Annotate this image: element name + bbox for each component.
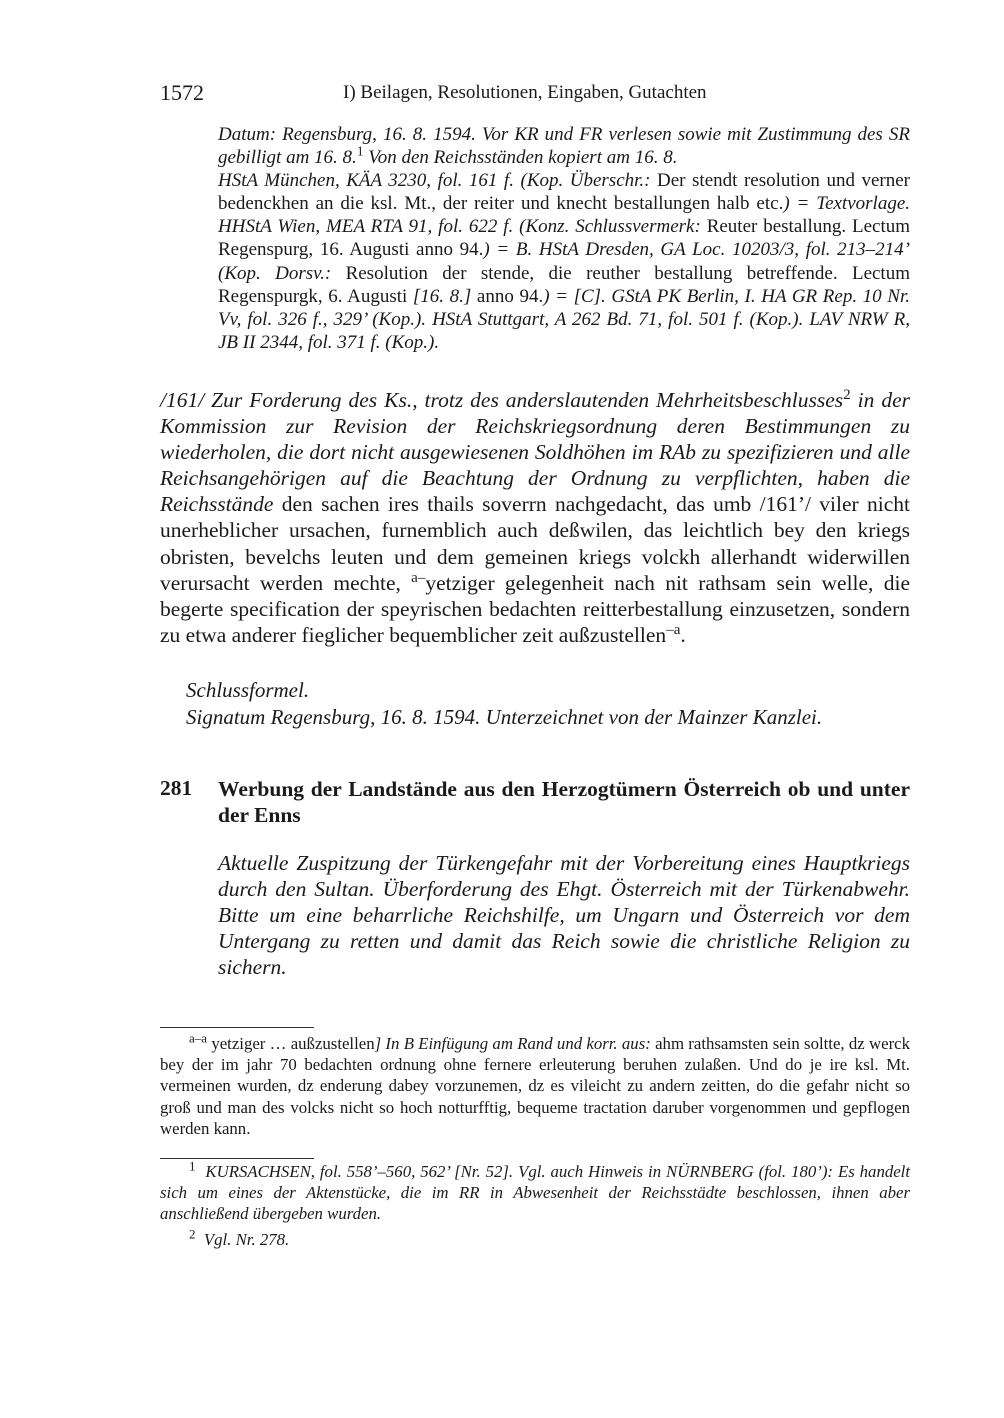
page-number: 1572 (160, 80, 204, 105)
footnote-divider-2 (160, 1158, 314, 1159)
document-title: Werbung der Landstände aus den Herzogtümern Österreich ob und unter der Enns (218, 777, 910, 827)
footnote-ref-2[interactable]: 2 (843, 386, 851, 403)
closing-block (186, 677, 906, 731)
footnote-a-marker: a–a (189, 1030, 208, 1046)
variant-marker-close[interactable]: –a (666, 621, 681, 638)
footnote-1-marker: 1 (189, 1158, 196, 1174)
document-number: 281 (160, 776, 193, 800)
source-apparatus (218, 123, 910, 354)
variant-marker-open[interactable]: a– (411, 569, 426, 586)
footnote-2-marker: 2 (189, 1226, 196, 1242)
signature-line: Signatum Regensburg, 16. 8. 1594. Unterzeichnet von der Mainzer Kanzlei. (186, 705, 823, 729)
footnote-a: $^{a-a}$ yetziger … außzustellen] In B Einfügung am Rand und korr. aus: ahm rathsamsten sein soltte, dz werck bey der im jahr 70 bedachten ordnung ohne fernere erleuterung beruhen zulaßen. Und do je ire ksl. Mt. vermeinen wurden, dz enderung dabey vorzunemen, dz es vileicht zu andern zeitten, do die gefahr nicht so groß und man des volcks nicht so hoch notturfftig, bequeme tractation daruber vorgenommen und gepflogen werden kann. (160, 1030, 910, 1138)
archive-sources: HStA München, KÄA 3230, fol. 161 f. (Kop. Überschr.: Der stendt resolution und verner bedenckhen an die ksl. Mt., der reiter und knecht bestallungen halb etc.) = Textvorlage. HHStA Wien, MEA RTA 91, fol. 622 f. (Konz. Schlussvermerk: Reuter bestallung. Lectum Regenspurg, 16. Augusti anno 94.) = B. HStA Dresden, GA Loc. 10203/3, fol. 213–214’ (Kop. Dorsv.: Resolution der stende, die reuther bestallung betreffende. Lectum Regenspurgk, 6. Augusti [16. 8.] anno 94.) = [C]. GStA PK Berlin, I. HA GR Rep. 10 Nr. Vv, fol. 326 f., 329’ (Kop.). HStA Stuttgart, A 262 Bd. 71, fol. 501 f. (Kop.). LAV NRW R, JB II 2344, fol. 371 f. (Kop.). (218, 170, 911, 353)
main-paragraph: /161/ Zur Forderung des Ks., trotz des anderslautenden Mehrheitsbeschlusses$^2$ in der Kommission zur Revision der Reichskriegsordnung deren Bestimmungen zu wiederholen, die dort nicht ausgewiesenen Soldhöhen im RAb zu spezifizieren und alle Reichsangehörigen auf die Beachtung der Ordnung zu verpflichten, haben die Reichsstände den sachen ires thails soverrn nachgedacht, das umb /161’/ viler nicht unerheblicher ursachen, furnemblich auch deßwilen, das leichtlich bey den kriegs obristen, bevelchs leuten und dem gemeinen kriegs volckh allerhandt widerwillen verursacht werden mechte, $^{a-}$yetziger gelegenheit nach nit rathsam sein welle, die begerte specification der speyrischen bedachten reitterbestallung einzusetzen, sondern zu etwa anderer fieglicher bequemblicher zeit außzustellen$^{-a}$. (160, 386, 910, 647)
running-header (160, 80, 910, 106)
running-title: I) Beilagen, Resolutionen, Eingaben, Gutachten (343, 82, 707, 103)
footnote-2: $^2$ Vgl. Nr. 278. (189, 1226, 290, 1249)
document-summary: Aktuelle Zuspitzung der Türkengefahr mit der Vorbereitung eines Hauptkriegs durch den Sultan. Überforderung des Ehgt. Österreich mit der Türkenabwehr. Bitte um eine beharrliche Reichshilfe, um Ungarn und Österreich vor dem Untergang zu retten und damit das Reich sowie die christliche Religion zu sichern. (218, 851, 910, 979)
footnote-ref-1[interactable]: 1 (356, 143, 364, 159)
date-line: Datum: Regensburg, 16. 8. 1594. Vor KR und FR verlesen sowie mit Zustimmung des SR gebilligt am 16. 8.$^1$ Von den Reichsständen kopiert am 16. 8. (218, 124, 910, 169)
closing-formula: Schlussformel. (186, 678, 310, 702)
footnote-1: $^1$ KURSACHSEN, fol. 558’–560, 562’ [Nr. 52]. Vgl. auch Hinweis in NÜRNBERG (fol. 180’): Es handelt sich um eines der Aktenstücke, die im RR in Abwesenheit der Reichsstädte beschlossen, ihnen aber anschließend übergeben wurden. (160, 1158, 911, 1224)
footnote-divider (160, 1027, 314, 1028)
main-text (160, 387, 910, 648)
